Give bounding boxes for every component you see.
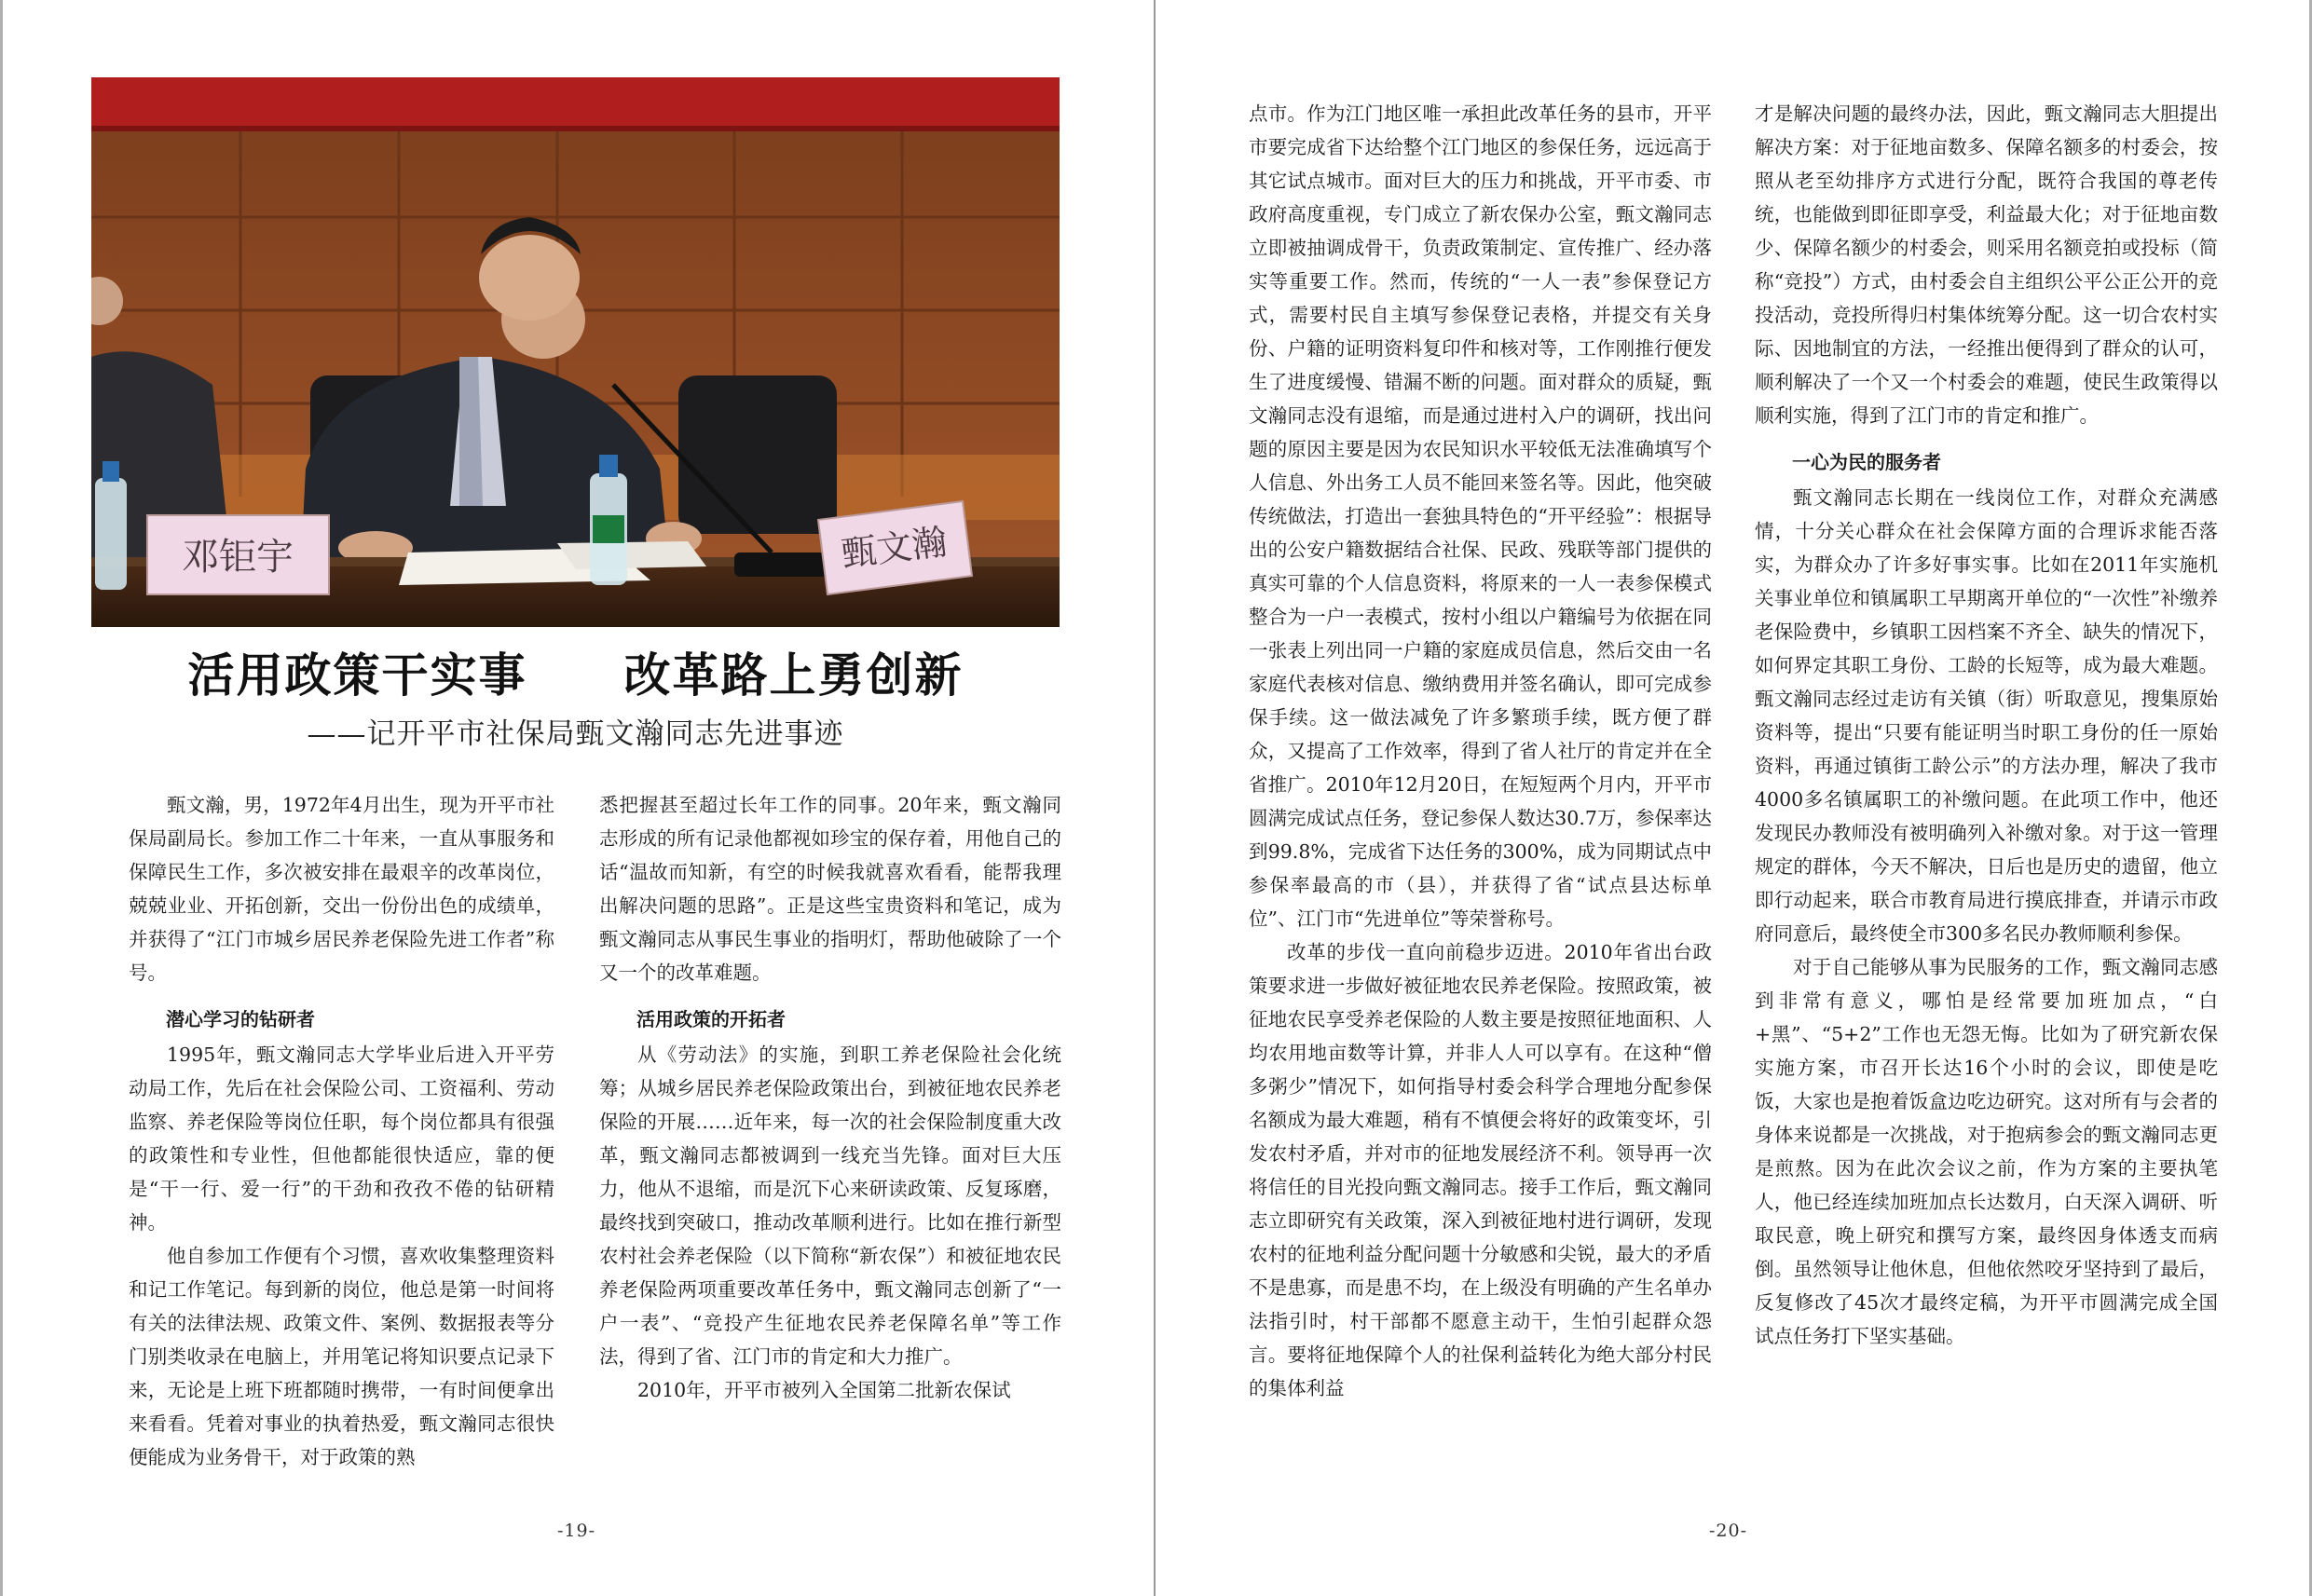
section-heading: 活用政策的开拓者 bbox=[636, 1008, 786, 1030]
article-title: 活用政策干实事 改革路上勇创新 bbox=[187, 648, 964, 703]
section-heading: 一心为民的服务者 bbox=[1792, 451, 1941, 473]
paragraph: 对于自己能够从事为民服务的工作，甄文瀚同志感到非常有意义，哪怕是经常要加班加点，“白+黑”、“5+2”工作也无怨无悔。比如为了研究新农保实施方案，市召开长达16个小时的会议，即使是吃饭，大家也是抱着饭盒边吃边研究。这对所有与会者的身体来说都是一次挑战，对于抱病参会的甄文瀚同志更是煎熬。因为在此次会议之前，作为方案的主要执笔人，他已经连续加班加点长达数月，白天深入调研、听取民意，晚上研究和撰写方案，最终因身体透支而病倒。虽然领导让他休息，但他依然咬牙坚持到了最后，反复修改了45次才最终定稿，为开平市圆满完成全国试点任务打下坚实基础。 bbox=[1755, 956, 2218, 1347]
right-column-1 bbox=[1249, 97, 1712, 1405]
left-column-2 bbox=[599, 788, 1061, 1407]
right-column-2 bbox=[1755, 97, 2218, 1353]
nameplate-left: 邓钜宇 bbox=[182, 536, 294, 579]
paragraph: 才是解决问题的最终办法，因此，甄文瀚同志大胆提出解决方案：对于征地亩数多、保障名额多的村委会，按照从老至幼排序方式进行分配，既符合我国的尊老传统，也能做到即征即享受，利益最大化；对于征地亩数少、保障名额少的村委会，则采用名额竞拍或投标（简称“竞投”）方式，由村委会自主组织公平公正公开的竞投活动，竞投所得归村集体统筹分配。这一切合农村实际、因地制宜的方法，一经推出便得到了群众的认可，顺利解决了一个又一个村委会的难题，使民生政策得以顺利实施，得到了江门市的肯定和推广。 bbox=[1755, 102, 2218, 427]
nameplate-right: 甄文瀚 bbox=[839, 521, 950, 575]
left-column-1 bbox=[129, 788, 554, 1474]
paragraph: 点市。作为江门地区唯一承担此改革任务的县市，开平市要完成省下达给整个江门地区的参保任务，远远高于其它试点城市。面对巨大的压力和挑战，开平市委、市政府高度重视，专门成立了新农保办公室，甄文瀚同志立即被抽调成骨干，负责政策制定、宣传推广、经办落实等重要工作。然而，传统的“一人一表”参保登记方式，需要村民自主填写参保登记表格，并提交有关身份、户籍的证明资料复印件和核对等，工作刚推行便发生了进度缓慢、错漏不断的问题。面对群众的质疑，甄文瀚同志没有退缩，而是通过进村入户的调研，找出问题的原因主要是因为农民知识水平较低无法准确填写个人信息、外出务工人员不能回来签名等。因此，他突破传统做法，打造出一套独具特色的“开平经验”：根据导出的公安户籍数据结合社保、民政、残联等部门提供的真实可靠的个人信息资料，将原来的一人一表参保模式整合为一户一表模式，按村小组以户籍编号为依据在同一张表上列出同一户籍的家庭成员信息，然后交由一名家庭代表核对信息、缴纳费用并签名确认，即可完成参保手续。这一做法减免了许多繁琐手续，既方便了群众，又提高了工作效率，得到了省人社厅的肯定并在全省推广。2010年12月20日，在短短两个月内，开平市圆满完成试点任务，登记参保人数达30.7万，参保率达到99.8%，完成省下达任务的300%，成为同期试点中参保率最高的市（县），并获得了省“试点县达标单位”、江门市“先进单位”等荣誉称号。 bbox=[1249, 102, 1712, 930]
paragraph: 甄文瀚，男，1972年4月出生，现为开平市社保局副局长。参加工作二十年来，一直从事服务和保障民生工作，多次被安排在最艰辛的改革岗位，兢兢业业、开拓创新，交出一份份出色的成绩单，并获得了“江门市城乡居民养老保险先进工作者”称号。 bbox=[129, 794, 554, 984]
page-edge bbox=[0, 0, 3, 1596]
page-number: -20- bbox=[1709, 1521, 1748, 1541]
section-heading: 潜心学习的钻研者 bbox=[166, 1008, 315, 1030]
article-photo bbox=[91, 77, 1060, 627]
paragraph: 他自参加工作便有个习惯，喜欢收集整理资料和记工作笔记。每到新的岗位，他总是第一时间将有关的法律法规、政策文件、案例、数据报表等分门别类收录在电脑上，并用笔记将知识要点记录下来，无论是上班下班都随时携带，一有时间便拿出来看看。凭着对事业的执着热爱，甄文瀚同志很快便能成为业务骨干，对于政策的熟 bbox=[129, 1245, 554, 1468]
paragraph: 2010年，开平市被列入全国第二批新农保试 bbox=[637, 1379, 1011, 1401]
paragraph: 从《劳动法》的实施，到职工养老保险社会化统筹；从城乡居民养老保险政策出台，到被征地农民养老保险的开展……近年来，每一次的社会保险制度重大改革，甄文瀚同志都被调到一线充当先锋。面对巨大压力，他从不退缩，而是沉下心来研读政策、反复琢磨，最终找到突破口，推动改革顺利进行。比如在推行新型农村社会养老保险（以下简称“新农保”）和被征地农民养老保险两项重要改革任务中，甄文瀚同志创新了“一户一表”、“竞投产生征地农民养老保障名单”等工作法，得到了省、江门市的肯定和大力推广。 bbox=[599, 1044, 1061, 1368]
paragraph: 改革的步伐一直向前稳步迈进。2010年省出台政策要求进一步做好被征地农民养老保险。按照政策，被征地农民享受养老保险的人数主要是按照征地面积、人均农用地亩数等计算，并非人人可以享有。在这种“僧多粥少”情况下，如何指导村委会科学合理地分配参保名额成为最大难题，稍有不慎便会将好的政策变坏，引发农村矛盾，并对市的征地发展经济不利。领导再一次将信任的目光投向甄文瀚同志。接手工作后，甄文瀚同志立即研究有关政策，深入到被征地村进行调研，发现农村的征地利益分配问题十分敏感和尖锐，最大的矛盾不是患寡，而是患不均，在上级没有明确的产生名单办法指引时，村干部都不愿意主动干，生怕引起群众怨言。要将征地保障个人的社保利益转化为绝大部分村民的集体利益 bbox=[1249, 941, 1712, 1399]
paragraph: 1995年，甄文瀚同志大学毕业后进入开平劳动局工作，先后在社会保险公司、工资福利、劳动监察、养老保险等岗位任职，每个岗位都具有很强的政策性和专业性，但他都能很快适应，靠的便是“干一行、爱一行”的干劲和孜孜不倦的钻研精神。 bbox=[129, 1044, 554, 1234]
paragraph: 甄文瀚同志长期在一线岗位工作，对群众充满感情，十分关心群众在社会保障方面的合理诉求能否落实，为群众办了许多好事实事。比如在2011年实施机关事业单位和镇属职工早期离开单位的“一次性”补缴养老保险费中，乡镇职工因档案不齐全、缺失的情况下，如何界定其职工身份、工龄的长短等，成为最大难题。甄文瀚同志经过走访有关镇（街）听取意见，搜集原始资料等，提出“只要有能证明当时职工身份的任一原始资料，再通过镇街工龄公示”的方法办理，解决了我市4000多名镇属职工的补缴问题。在此项工作中，他还发现民办教师没有被明确列入补缴对象。对于这一管理规定的群体，今天不解决，日后也是历史的遗留，他立即行动起来，联合市教育局进行摸底排查，并请示市政府同意后，最终使全市300多名民办教师顺利参保。 bbox=[1755, 486, 2218, 945]
page-number: -19- bbox=[557, 1521, 596, 1541]
article-subtitle: ——记开平市社保局甄文瀚同志先进事迹 bbox=[307, 717, 844, 751]
left-page bbox=[0, 0, 1154, 1596]
paragraph: 悉把握甚至超过长年工作的同事。20年来，甄文瀚同志形成的所有记录他都视如珍宝的保存着，用他自己的话“温故而知新，有空的时候我就喜欢看看，能帮我理出解决问题的思路”。正是这些宝贵资料和笔记，成为甄文瀚同志从事民生事业的指明灯，帮助他破除了一个又一个的改革难题。 bbox=[599, 794, 1061, 984]
